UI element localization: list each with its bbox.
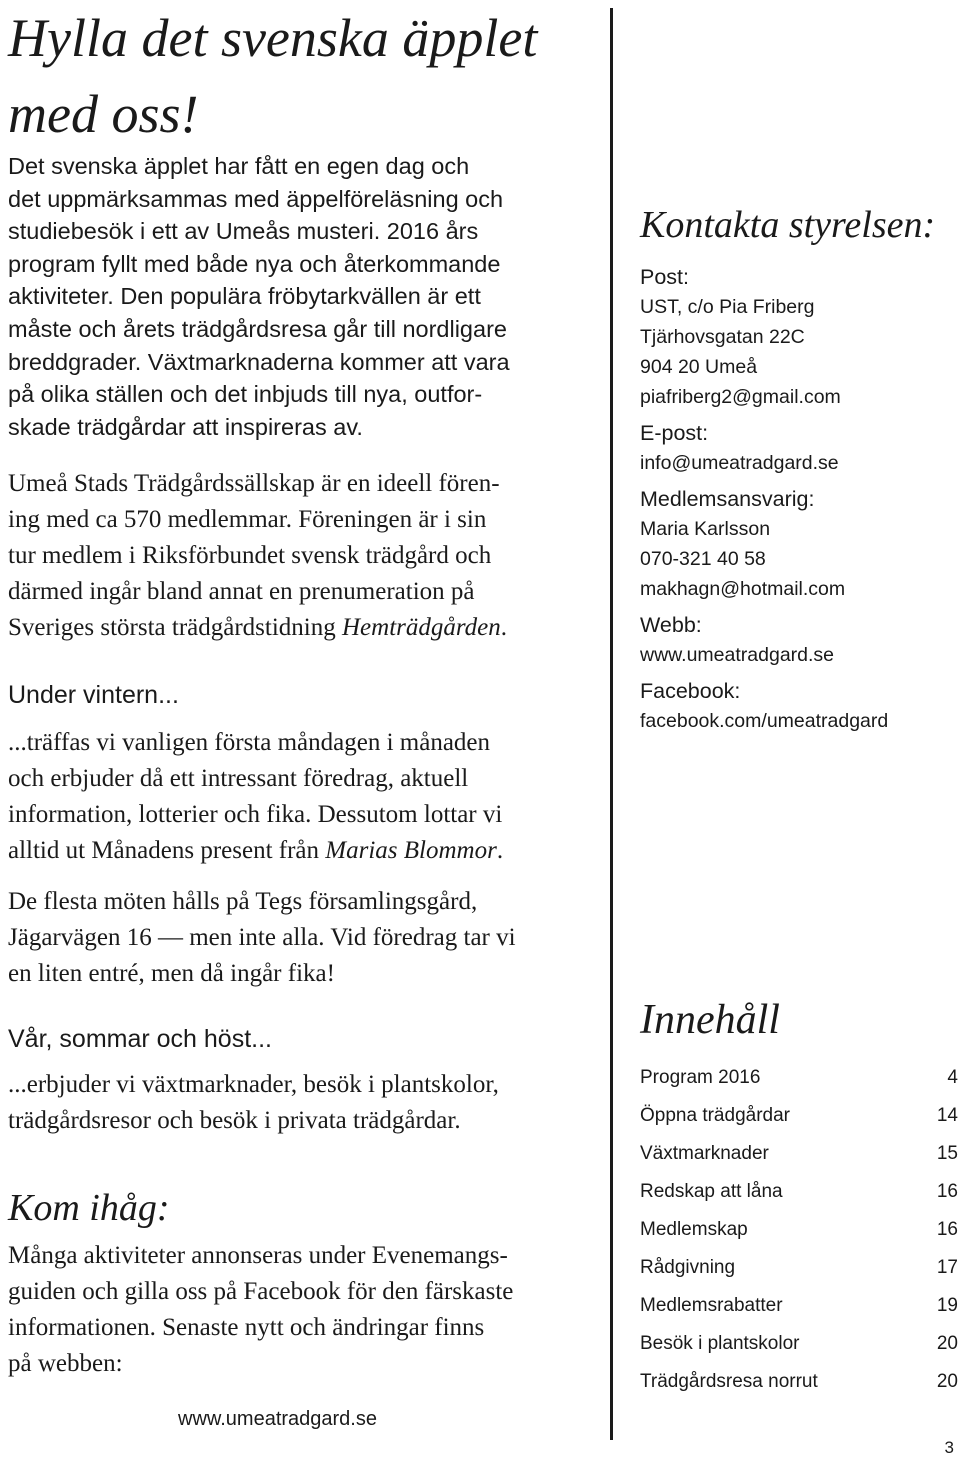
toc-page: 16 xyxy=(936,1181,958,1202)
toc-page: 20 xyxy=(936,1333,958,1354)
toc-page: 20 xyxy=(936,1371,958,1392)
toc-label: Besök i plantskolor xyxy=(640,1333,800,1354)
member-name: Maria Karlsson xyxy=(640,518,771,540)
intro-line: program fyllt med både nya och återkommande xyxy=(8,250,501,277)
paragraph-line: tur medlem i Riksförbundet svensk trädgård och xyxy=(8,542,492,569)
toc-item xyxy=(640,1100,960,1138)
paragraph-line xyxy=(8,833,598,869)
toc-page: 14 xyxy=(936,1105,958,1126)
intro-line: studiebesök i ett av Umeås musteri. 2016 års xyxy=(8,218,479,245)
toc-item xyxy=(640,1176,960,1214)
website-link[interactable]: www.umeatradgard.se xyxy=(178,1408,377,1430)
spring-subheading: Vår, sommar och höst... xyxy=(8,1025,272,1053)
page-title xyxy=(8,0,598,152)
intro-line: breddgrader. Växtmarknaderna kommer att vara xyxy=(8,348,510,375)
email-link[interactable]: info@umeatradgard.se xyxy=(640,452,839,474)
association-paragraph xyxy=(8,466,598,646)
post-line: UST, c/o Pia Friberg xyxy=(640,296,815,318)
paragraph-text: alltid ut Månadens present från xyxy=(8,837,326,864)
meetings-paragraph xyxy=(8,884,598,992)
post-line: Tjärhovsgatan 22C xyxy=(640,326,805,348)
intro-line: Det svenska äpplet har fått en egen dag och xyxy=(8,153,470,179)
toc-heading: Innehåll xyxy=(640,997,780,1043)
paragraph-line: och erbjuder då ett intressant föredrag, aktuell xyxy=(8,765,469,792)
intro-line: det uppmärksammas med äppelföreläsning och xyxy=(8,185,504,212)
paragraph-text: Sveriges största trädgårdstidning xyxy=(8,614,342,641)
paragraph-text: . xyxy=(496,837,504,864)
web-link[interactable]: www.umeatradgard.se xyxy=(640,644,835,666)
toc-label: Medlemsrabatter xyxy=(640,1295,783,1316)
toc-label: Växtmarknader xyxy=(640,1143,769,1164)
toc-item xyxy=(640,1366,960,1404)
paragraph-line: information, lotterier och fika. Dessutom lottar vi xyxy=(8,801,503,828)
intro-line: måste och årets trädgårdsresa går till nordligare xyxy=(8,315,507,342)
title-line-2: med oss! xyxy=(8,84,199,144)
remember-paragraph xyxy=(8,1238,598,1382)
paragraph-line: på webben: xyxy=(8,1350,123,1377)
paragraph-line: därmed ingår bland annat en prenumeration på xyxy=(8,578,475,605)
paragraph-line: Umeå Stads Trädgårdssällskap är en ideell fören- xyxy=(8,470,500,497)
spring-paragraph xyxy=(8,1067,598,1139)
paragraph-line: ...erbjuder vi växtmarknader, besök i plantskolor, xyxy=(8,1071,499,1098)
column-divider xyxy=(610,8,613,1440)
toc-page: 16 xyxy=(936,1219,958,1240)
paragraph-line: Många aktiviteter annonseras under Evenemangs- xyxy=(8,1242,508,1269)
post-label: Post: xyxy=(640,265,689,289)
toc-label: Rådgivning xyxy=(640,1257,736,1278)
intro-line: aktiviteter. Den populära fröbytarkvällen är ett xyxy=(8,283,481,310)
toc-item xyxy=(640,1328,960,1366)
post-line: 904 20 Umeå xyxy=(640,356,758,378)
member-label: Medlemsansvarig: xyxy=(640,487,815,511)
paragraph-line: informationen. Senaste nytt och ändringar finns xyxy=(8,1314,485,1341)
toc-label: Medlemskap xyxy=(640,1219,748,1240)
contact-block xyxy=(640,262,958,736)
toc-item xyxy=(640,1252,960,1290)
paragraph-line xyxy=(8,610,598,646)
toc-label: Redskap att låna xyxy=(640,1181,783,1202)
post-email[interactable]: piafriberg2@gmail.com xyxy=(640,386,841,408)
member-email[interactable]: makhagn@hotmail.com xyxy=(640,578,846,600)
member-phone: 070-321 40 58 xyxy=(640,548,766,570)
table-of-contents xyxy=(640,1062,960,1404)
sponsor-name: Marias Blommor xyxy=(325,837,497,864)
paragraph-line: De flesta möten hålls på Tegs församlingsgård, xyxy=(8,888,478,915)
intro-line: skade trädgårdar att inspireras av. xyxy=(8,413,363,440)
toc-label: Program 2016 xyxy=(640,1067,761,1088)
facebook-link[interactable]: facebook.com/umeatradgard xyxy=(640,710,889,732)
paragraph-line: ...träffas vi vanligen första måndagen i månaden xyxy=(8,729,491,756)
title-line-1: Hylla det svenska äpplet xyxy=(8,8,538,68)
intro-line: på olika ställen och det inbjuds till nya, outfor- xyxy=(8,381,483,408)
contact-heading: Kontakta styrelsen: xyxy=(640,204,936,246)
magazine-name: Hemträdgården xyxy=(341,614,501,641)
intro-paragraph xyxy=(8,150,598,443)
winter-paragraph xyxy=(8,725,598,869)
paragraph-line: en liten entré, men då ingår fika! xyxy=(8,960,335,987)
toc-page: 19 xyxy=(936,1295,958,1316)
email-label: E-post: xyxy=(640,421,709,445)
page-number: 3 xyxy=(944,1438,954,1457)
toc-page: 15 xyxy=(936,1143,958,1164)
toc-page: 17 xyxy=(936,1257,958,1278)
paragraph-line: Jägarvägen 16 — men inte alla. Vid föredrag tar vi xyxy=(8,924,516,951)
toc-item xyxy=(640,1290,960,1328)
web-label: Webb: xyxy=(640,613,702,637)
toc-item xyxy=(640,1214,960,1252)
toc-page: 4 xyxy=(947,1067,958,1088)
toc-label: Öppna trädgårdar xyxy=(640,1105,790,1126)
toc-item xyxy=(640,1138,960,1176)
winter-subheading: Under vintern... xyxy=(8,681,179,709)
paragraph-line: guiden och gilla oss på Facebook för den färskaste xyxy=(8,1278,514,1305)
remember-heading: Kom ihåg: xyxy=(8,1187,170,1229)
paragraph-text: . xyxy=(500,614,508,641)
paragraph-line: ing med ca 570 medlemmar. Föreningen är i sin xyxy=(8,506,487,533)
paragraph-line: trädgårdsresor och besök i privata trädgårdar. xyxy=(8,1107,461,1134)
toc-label: Trädgårdsresa norrut xyxy=(640,1371,818,1392)
facebook-label: Facebook: xyxy=(640,679,741,703)
toc-item xyxy=(640,1062,960,1100)
